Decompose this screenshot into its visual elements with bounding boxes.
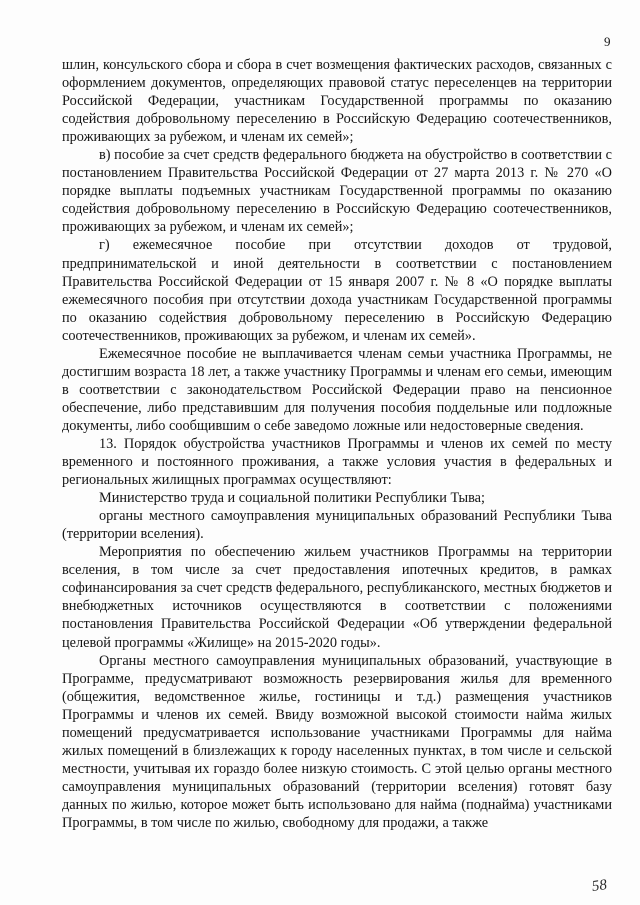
paragraph: шлин, консульского сбора и сбора в счет возмещения фактических расходов, связанных с оформлением документов, определяющих правовой статус переселенцев на территории Российской Федерации, участникам Государственной программы по оказанию содействия добровольному переселению в Российскую Федерацию соотечественников, проживающих за рубежом, и членам их семей»; bbox=[62, 57, 612, 146]
paragraph: Министерство труда и социальной политики Республики Тыва; bbox=[99, 490, 485, 507]
paragraph: в) пособие за счет средств федерального бюджета на обустройство в соответствии с постановлением Правительства Российской Федерации от 27 марта 2013 г. № 270 «О порядке выплаты подъемных участникам Государственной программы по оказанию содействия добровольному переселению в Российскую Федерацию соотечественников, проживающих за рубежом, и членам их семей»; bbox=[62, 147, 612, 236]
paragraph: Ежемесячное пособие не выплачивается членам семьи участника Программы, не достигшим возраста 18 лет, а также участнику Программы и членам его семьи, имеющим в соответствии с законодательством Российской Федерации право на пенсионное обеспечение, либо представившим для получения пособия поддельные или подложные документы, либо сообщившим о себе заведомо ложные или недостоверные сведения. bbox=[62, 345, 612, 434]
paragraph: г) ежемесячное пособие при отсутствии доходов от трудовой, предпринимательской и иной деятельности в соответствии с постановлением Правительства Российской Федерации от 15 января 2007 г. № 8 «О порядке выплаты ежемесячного пособия при отсутствии дохода участникам Государственной программы по оказанию содействия добровольному переселению в Российскую Федерацию соотечественников, проживающих за рубежом, и членам их семей». bbox=[62, 237, 612, 344]
page-number: 9 bbox=[604, 34, 611, 49]
paragraph: Мероприятия по обеспечению жильем участников Программы на территории вселения, в том числе за счет предоставления ипотечных кредитов, в рамках софинансирования за счет средств федерального, республиканского, местных бюджетов и внебюджетных источников осуществляются в соответствии с положениями постановления Правительства Российской Федерации «Об утверждении федеральной целевой программы «Жилище» на 2015-2020 годы». bbox=[62, 544, 612, 651]
paragraph: органы местного самоуправления муниципальных образований Республики Тыва (территории вселения). bbox=[62, 508, 612, 543]
paragraph: Органы местного самоуправления муниципальных образований, участвующие в Программе, предусматривают возможность резервирования жилья для временного (общежития, ведомственное жилье, гостиницы и т.д.) размещения участников Программы и членов их семей. Ввиду возможной высокой стоимости найма жилых помещений предусматривается использование участниками Программы для найма жилых помещений в близлежащих к городу населенных пунктах, в том числе и сельской местности, учитывая их гораздо более низкую стоимость. С этой целью органы местного самоуправления муниципальных образований (территории вселения) готовят базу данных по жилью, которое может быть использовано для найма (поднайма) участниками Программы, в том числе по жилью, свободному для продажи, а также bbox=[62, 652, 612, 831]
handwritten-page-mark: 58 bbox=[590, 877, 608, 895]
paragraph: 13. Порядок обустройства участников Программы и членов их семей по месту временного и постоянного проживания, а также условия участия в федеральных и региональных жилищных программах осуществляют: bbox=[62, 435, 612, 489]
document-body bbox=[62, 56, 612, 832]
